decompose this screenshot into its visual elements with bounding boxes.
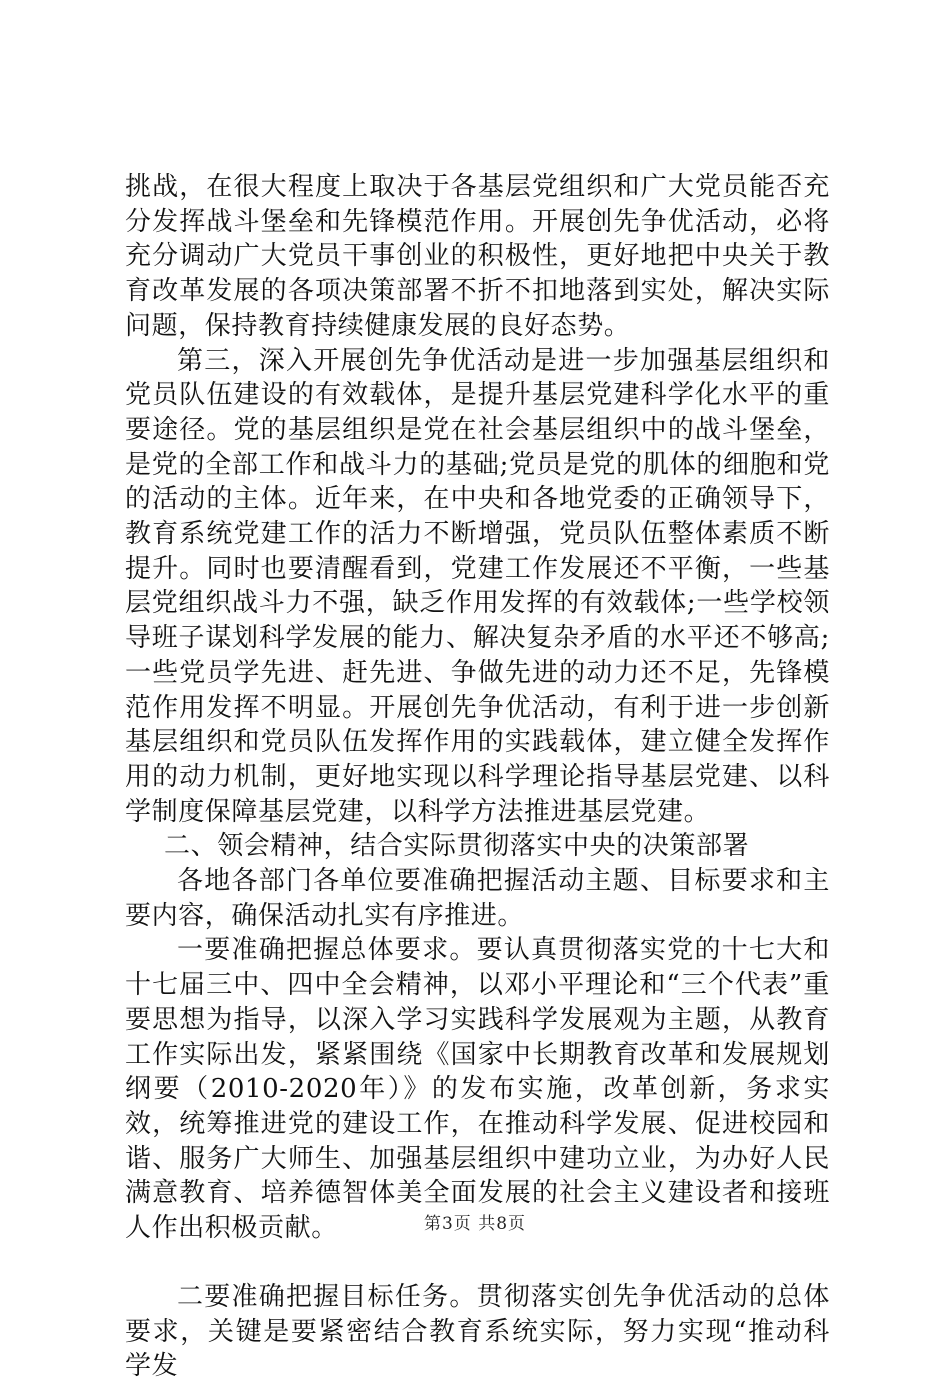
paragraph-overall-requirements: 一要准确把握总体要求。要认真贯彻落实党的十七大和十七届三中、四中全会精神，以邓小平理论和“三个代表”重要思想为指导，以深入学习实践科学发展观为主题，从教育工作实际出发，紧紧围绕《国家中长期教育改革和发展规划纲要（2010-2020年）》的发布实施，改革创新，务求实效，统筹推进党的建设工作，在推动科学发展、促进校园和谐、服务广大师生、加强基层组织中建功立业，为办好人民满意教育、培养德智体美全面发展的社会主义建设者和接班人作出积极贡献。 <box>125 935 830 1244</box>
section-heading: 二、领会精神，结合实际贯彻落实中央的决策部署 <box>164 831 750 862</box>
page-footer: 第3页 共8页 <box>423 1214 527 1234</box>
paragraph-continuation: 挑战，在很大程度上取决于各基层党组织和广大党员能否充分发挥战斗堡垒和先锋模范作用。开展创先争优活动，必将充分调动广大党员干事创业的积极性，更好地把中央关于教育改革发展的各项决策部署不折不扣地落到实处，解决实际问题，保持教育持续健康发展的良好态势。 <box>125 172 830 341</box>
paragraph-third-point: 第三，深入开展创先争优活动是进一步加强基层组织和党员队伍建设的有效载体，是提升基层党建科学化水平的重要途径。党的基层组织是党在社会基层组织中的战斗堡垒，是党的全部工作和战斗力的基础;党员是党的肌体的细胞和党的活动的主体。近年来，在中央和各地党委的正确领导下，教育系统党建工作的活力不断增强，党员队伍整体素质不断提升。同时也要清醒看到，党建工作发展还不平衡，一些基层党组织战斗力不强，缺乏作用发挥的有效载体;一些学校领导班子谋划科学发展的能力、解决复杂矛盾的水平还不够高;一些党员学先进、赶先进、争做先进的动力还不足，先锋模范作用发挥不明显。开展创先争优活动，有利于进一步创新基层组织和党员队伍发挥作用的实践载体，建立健全发挥作用的动力机制，更好地实现以科学理论指导基层党建、以科学制度保障基层党建，以科学方法推进基层党建。 <box>125 345 830 827</box>
paragraph-intro: 各地各部门各单位要准确把握活动主题、目标要求和主要内容，确保活动扎实有序推进。 <box>125 866 830 931</box>
body-text <box>125 170 830 1384</box>
paragraph-goals-tasks: 二要准确把握目标任务。贯彻落实创先争优活动的总体要求，关键是要紧密结合教育系统实际，努力实现“推动科学发 <box>125 1281 830 1382</box>
paragraph-gap <box>125 1246 830 1280</box>
